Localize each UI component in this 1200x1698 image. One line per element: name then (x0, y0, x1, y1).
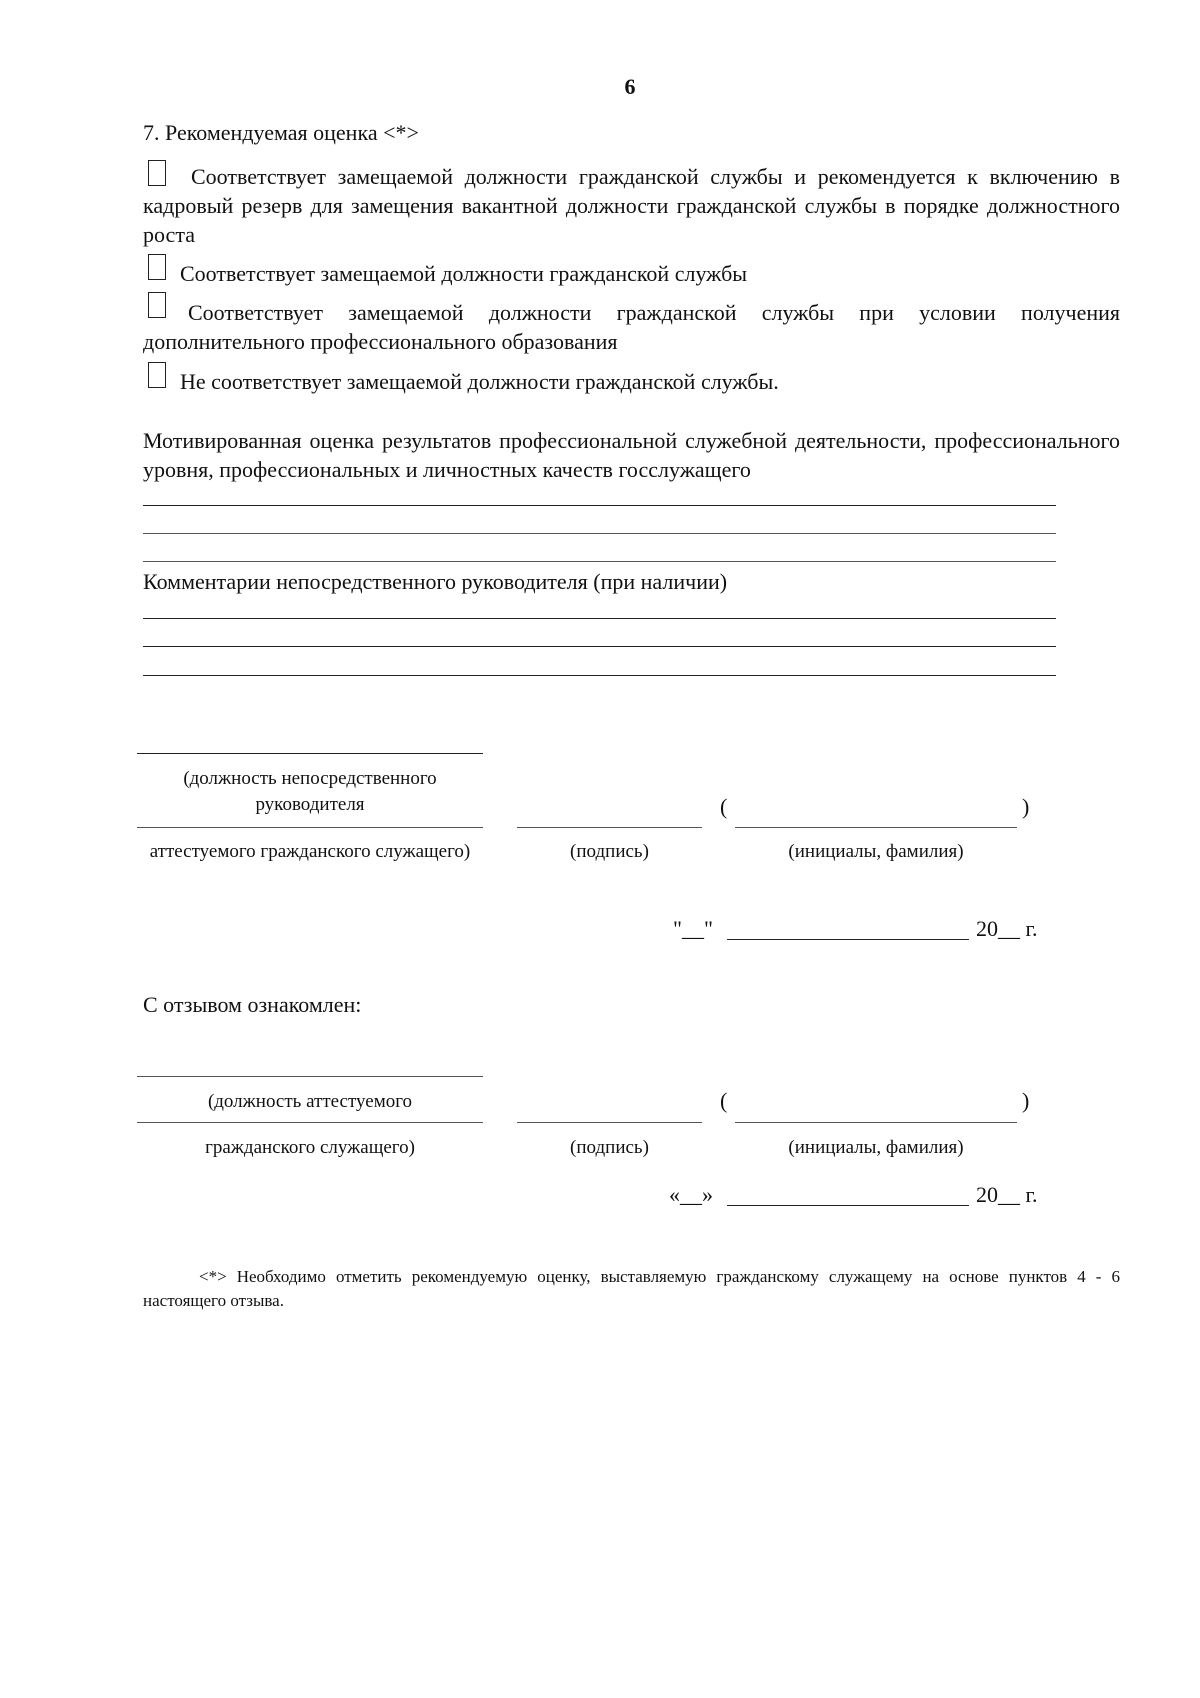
option-label-3: Соответствует замещаемой должности гражданской службы при условии получения дополнительного профессионального образования (143, 300, 1120, 354)
supervisor-date-day: "__" (673, 916, 713, 941)
page-number: 6 (624, 74, 636, 99)
supervisor-position-caption-1: (должность непосредственного руководителя (183, 768, 437, 815)
supervisor-position-line-bottom[interactable] (137, 827, 483, 828)
option-checkbox-4[interactable] (148, 362, 166, 388)
employee-paren-open: ( (720, 1088, 728, 1113)
employee-name-line[interactable] (735, 1122, 1017, 1123)
comments-line-2[interactable] (143, 646, 1056, 647)
employee-name-caption: (инициалы, фамилия) (788, 1137, 964, 1158)
supervisor-paren-open: ( (720, 794, 728, 819)
employee-position-line-top[interactable] (137, 1076, 483, 1077)
option-label-1: Соответствует замещаемой должности гражданской службы и рекомендуется к включению в кадровый резерв для замещения вакантной должности гражданской службы в порядке должностного роста (143, 164, 1120, 247)
employee-date-day: «__» (669, 1182, 713, 1207)
supervisor-date-year: 20__ г. (976, 916, 1038, 941)
supervisor-name-line[interactable] (735, 827, 1017, 828)
supervisor-signature-caption: (подпись) (570, 841, 649, 862)
comments-line-3[interactable] (143, 675, 1056, 676)
comments-line-1[interactable] (143, 618, 1056, 619)
motivated-line-2[interactable] (143, 533, 1056, 534)
option-label-4: Не соответствует замещаемой должности гражданской службы. (180, 369, 779, 394)
motivated-line-1[interactable] (143, 505, 1056, 506)
comments-label: Комментарии непосредственного руководителя (при наличии) (143, 569, 728, 594)
employee-signature-caption: (подпись) (570, 1137, 649, 1158)
acquainted-label: С отзывом ознакомлен: (143, 992, 362, 1017)
section-title: 7. Рекомендуемая оценка <*> (143, 120, 419, 145)
motivated-assessment-label: Мотивированная оценка результатов профессиональной служебной деятельности, профессионального уровня, профессиональных и личностных качеств госслужащего (143, 428, 1120, 482)
employee-signature-line[interactable] (517, 1122, 702, 1123)
employee-position-caption-2: гражданского служащего) (205, 1137, 415, 1158)
employee-date-month-line[interactable] (727, 1205, 969, 1206)
supervisor-position-line-top[interactable] (137, 753, 483, 754)
motivated-line-3[interactable] (143, 561, 1056, 562)
employee-position-line-bottom[interactable] (137, 1122, 483, 1123)
supervisor-signature-line[interactable] (517, 827, 702, 828)
supervisor-position-caption-2: аттестуемого гражданского служащего) (149, 841, 471, 862)
supervisor-date-month-line[interactable] (727, 939, 969, 940)
employee-date-year: 20__ г. (976, 1182, 1038, 1207)
footnote: <*> Необходимо отметить рекомендуемую оценку, выставляемую гражданскому служащему на основе пунктов 4 - 6 настоящего отзыва. (143, 1267, 1120, 1310)
option-checkbox-2[interactable] (148, 254, 166, 280)
employee-paren-close: ) (1022, 1088, 1030, 1113)
supervisor-name-caption: (инициалы, фамилия) (788, 841, 964, 862)
supervisor-paren-close: ) (1022, 794, 1030, 819)
option-label-2: Соответствует замещаемой должности гражданской службы (180, 261, 748, 286)
employee-position-caption-1: (должность аттестуемого (207, 1091, 413, 1112)
